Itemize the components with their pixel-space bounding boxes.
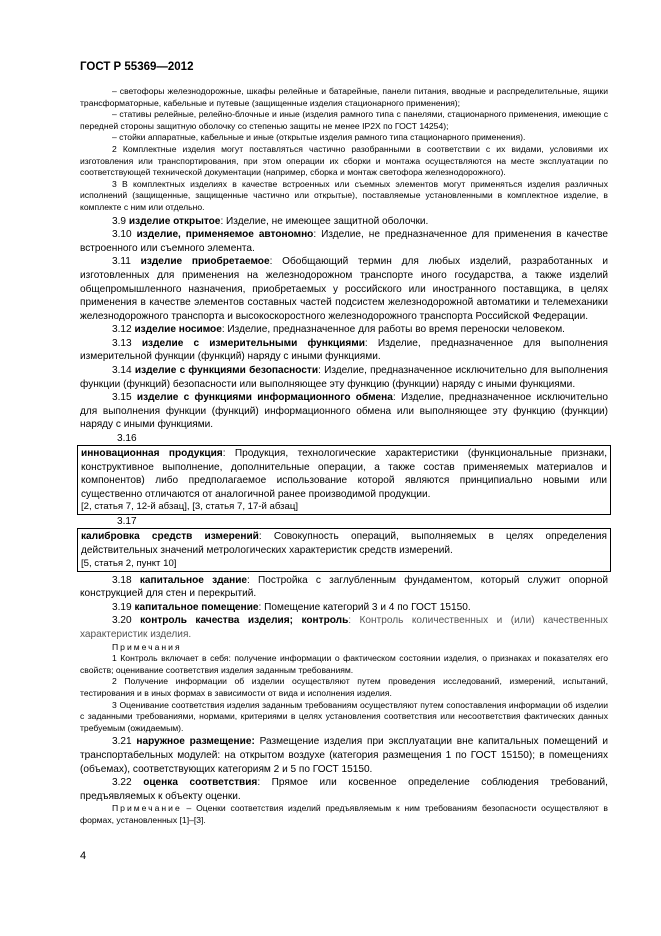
term-name: капитальное помещение [134, 601, 259, 613]
term-entry-3-10: 3.10 изделие, применяемое автономно: Изделие, не предназначенное для применения в качестве встроенного или съемного элемента. [80, 229, 608, 254]
term-entry-3-11: 3.11 изделие приобретаемое: Обобщающий термин для любых изделий, разработанных и изготовленных для применения на железнодорожном транспорте иного государства, а также изделий общепромышленного назначения, приобретаемых у российского или иностранного поставщика, в целях применения в качестве элементов составных частей подсистем железнодорожной автоматики и телемеханики железнодорожного транспорта и высокоскоростного железнодорожного транспорта Российской Федерации. [80, 256, 608, 322]
note-item: 2 Комплектные изделия могут поставляться частично разобранными в соответствии с их видами, условиями их изготовления или транспортирования, при этом операции их сборки и монтажа осуществляются на месте эксплуатации по соответствующей технической документации (например, сборка и монтаж светофора железнодорожного). [80, 143, 608, 178]
term-entry-3-22: 3.22 оценка соответствия: Прямое или косвенное определение соблюдения требований, предъявляемых к объекту оценки. [80, 777, 608, 802]
term-name: капитальное здание [139, 574, 248, 586]
term-number-3-17: 3.17 [117, 516, 137, 528]
term-name: изделие, применяемое автономно [136, 229, 314, 241]
note-3-22: Примечание – Оценки соответствия изделий предъявляемым к ним требованиям безопасности осуществляют в формах, установленных [1]–[3]. [80, 803, 608, 825]
term-name: изделие с функциями информационного обмена [136, 392, 393, 404]
boxed-term-3-16 [77, 445, 611, 515]
term-name: изделие с измерительными функциями [141, 337, 365, 349]
term-name: изделие носимое [134, 324, 222, 336]
page-number: 4 [80, 850, 87, 862]
term-entry-3-13: 3.13 изделие с измерительными функциями: Изделие, предназначенное для выполнения измерительной функции (функций) наряду с иными функциями. [80, 337, 608, 363]
term-name: изделие с функциями безопасности [134, 365, 319, 377]
term-name: калибровка средств измерений [81, 531, 259, 543]
term-name: изделие приобретаемое [140, 256, 270, 268]
term-name: изделие открытое [128, 215, 221, 227]
note-item: – светофоры железнодорожные, шкафы релейные и батарейные, панели питания, вводные и распределительные, ящики трансформаторные, кабельные и путевые (защищенные изделия стационарного применения); [80, 86, 608, 108]
note-label: Примечание [112, 803, 182, 814]
term-name: наружное размещение: [136, 736, 255, 748]
note-item: – стативы релейные, релейно-блочные и иные (изделия рамного типа с панелями, стационарного применения, имеющие с передней стороны защитную оболочку со степенью защиты не менее IP2X по ГОСТ 14254); [80, 109, 608, 131]
term-entry-3-9: 3.9 изделие открытое: Изделие, не имеющее защитной оболочки. [112, 215, 429, 227]
standard-header: ГОСТ Р 55369—2012 [80, 61, 194, 73]
note-item: 1 Контроль включает в себя: получение информации о фактическом состоянии изделия, о признаках и показателях его свойств; оценивание соответствия изделия заданным требованиям. [80, 653, 608, 675]
main-column [80, 86, 608, 826]
term-definition: калибровка средств измерений: Совокупность операций, выполняемых в целях определения действительных значений метрологических характеристик средств измерений. [81, 531, 607, 556]
term-number-3-16: 3.16 [117, 433, 137, 445]
term-entry-3-21: 3.21 наружное размещение: Размещение изделия при эксплуатации вне капитальных помещений и транспортабельных модулей: на открытом воздухе (категория размещения 1 по ГОСТ 15150); в помещениях (объемах), соответствующих категориям 2 и 5 по ГОСТ 15150. [80, 736, 608, 775]
term-definition: инновационная продукция: Продукция, технологические характеристики (функциональные признаки, конструктивное выполнение, дополнительные операции, а также состав применяемых материалов и компонентов) либо предполагаемое использование которой являются принципиально новыми или существенно отличаются от аналогичной ранее производимой продукции. [81, 448, 607, 500]
term-name: контроль качества изделия; контроль [140, 615, 349, 627]
note-item: – стойки аппаратные, кабельные и иные (открытые изделия рамного типа стационарного применения). [112, 132, 526, 143]
note-item: 3 Оценивание соответствия изделия заданным требованиям осуществляют путем сопоставления информации об изделии с заданными требованиями, нормами, критериями в целях установления соответствия или несоответствия фактических данных требуемым (ожидаемым). [80, 699, 608, 733]
term-reference: [5, статья 2, пункт 10] [81, 557, 177, 569]
term-name: оценка соответствия [143, 777, 258, 789]
term-entry-3-15: 3.15 изделие с функциями информационного обмена: Изделие, предназначенное исключительно для выполнения функции (функций) информационного обмена или выполняющее эту функцию (функции) наряду с иными функциями. [80, 392, 608, 431]
note-item: 3 В комплектных изделиях в качестве встроенных или съемных элементов могут применяться изделия различных исполнений (защищенные, защищенные частично или открытые), поставляемые установленными в комплектное изделие, в комплекте с ним или отдельно. [80, 178, 608, 212]
term-entry-3-20: 3.20 контроль качества изделия; контроль: Контроль количественных и (или) качественных характеристик изделия. [80, 615, 608, 640]
note-item: 2 Получение информации об изделии осуществляют путем проведения исследований, измерений, испытаний, тестирования и в иных формах в зависимости от вида и исполнения изделия. [80, 676, 608, 698]
notes-title: Примечания [112, 641, 182, 652]
term-entry-3-12: 3.12 изделие носимое: Изделие, предназначенное для работы во время переноски человеком. [112, 324, 565, 336]
boxed-term-3-17 [77, 528, 611, 571]
term-reference: [2, статья 7, 12-й абзац], [3, статья 7, 17-й абзац] [81, 501, 299, 513]
term-entry-3-19: 3.19 капитальное помещение: Помещение категорий 3 и 4 по ГОСТ 15150. [112, 601, 471, 613]
term-entry-3-14: 3.14 изделие с функциями безопасности: Изделие, предназначенное исключительно для выполнения функции (функций) безопасности или выполняющее эту функцию (функции) наряду с иными функциями. [80, 365, 608, 390]
term-name: инновационная продукция [81, 448, 223, 460]
term-entry-3-18: 3.18 капитальное здание: Постройка с заглубленным фундаментом, который служит опорной конструкцией для стен и перекрытий. [80, 574, 608, 600]
